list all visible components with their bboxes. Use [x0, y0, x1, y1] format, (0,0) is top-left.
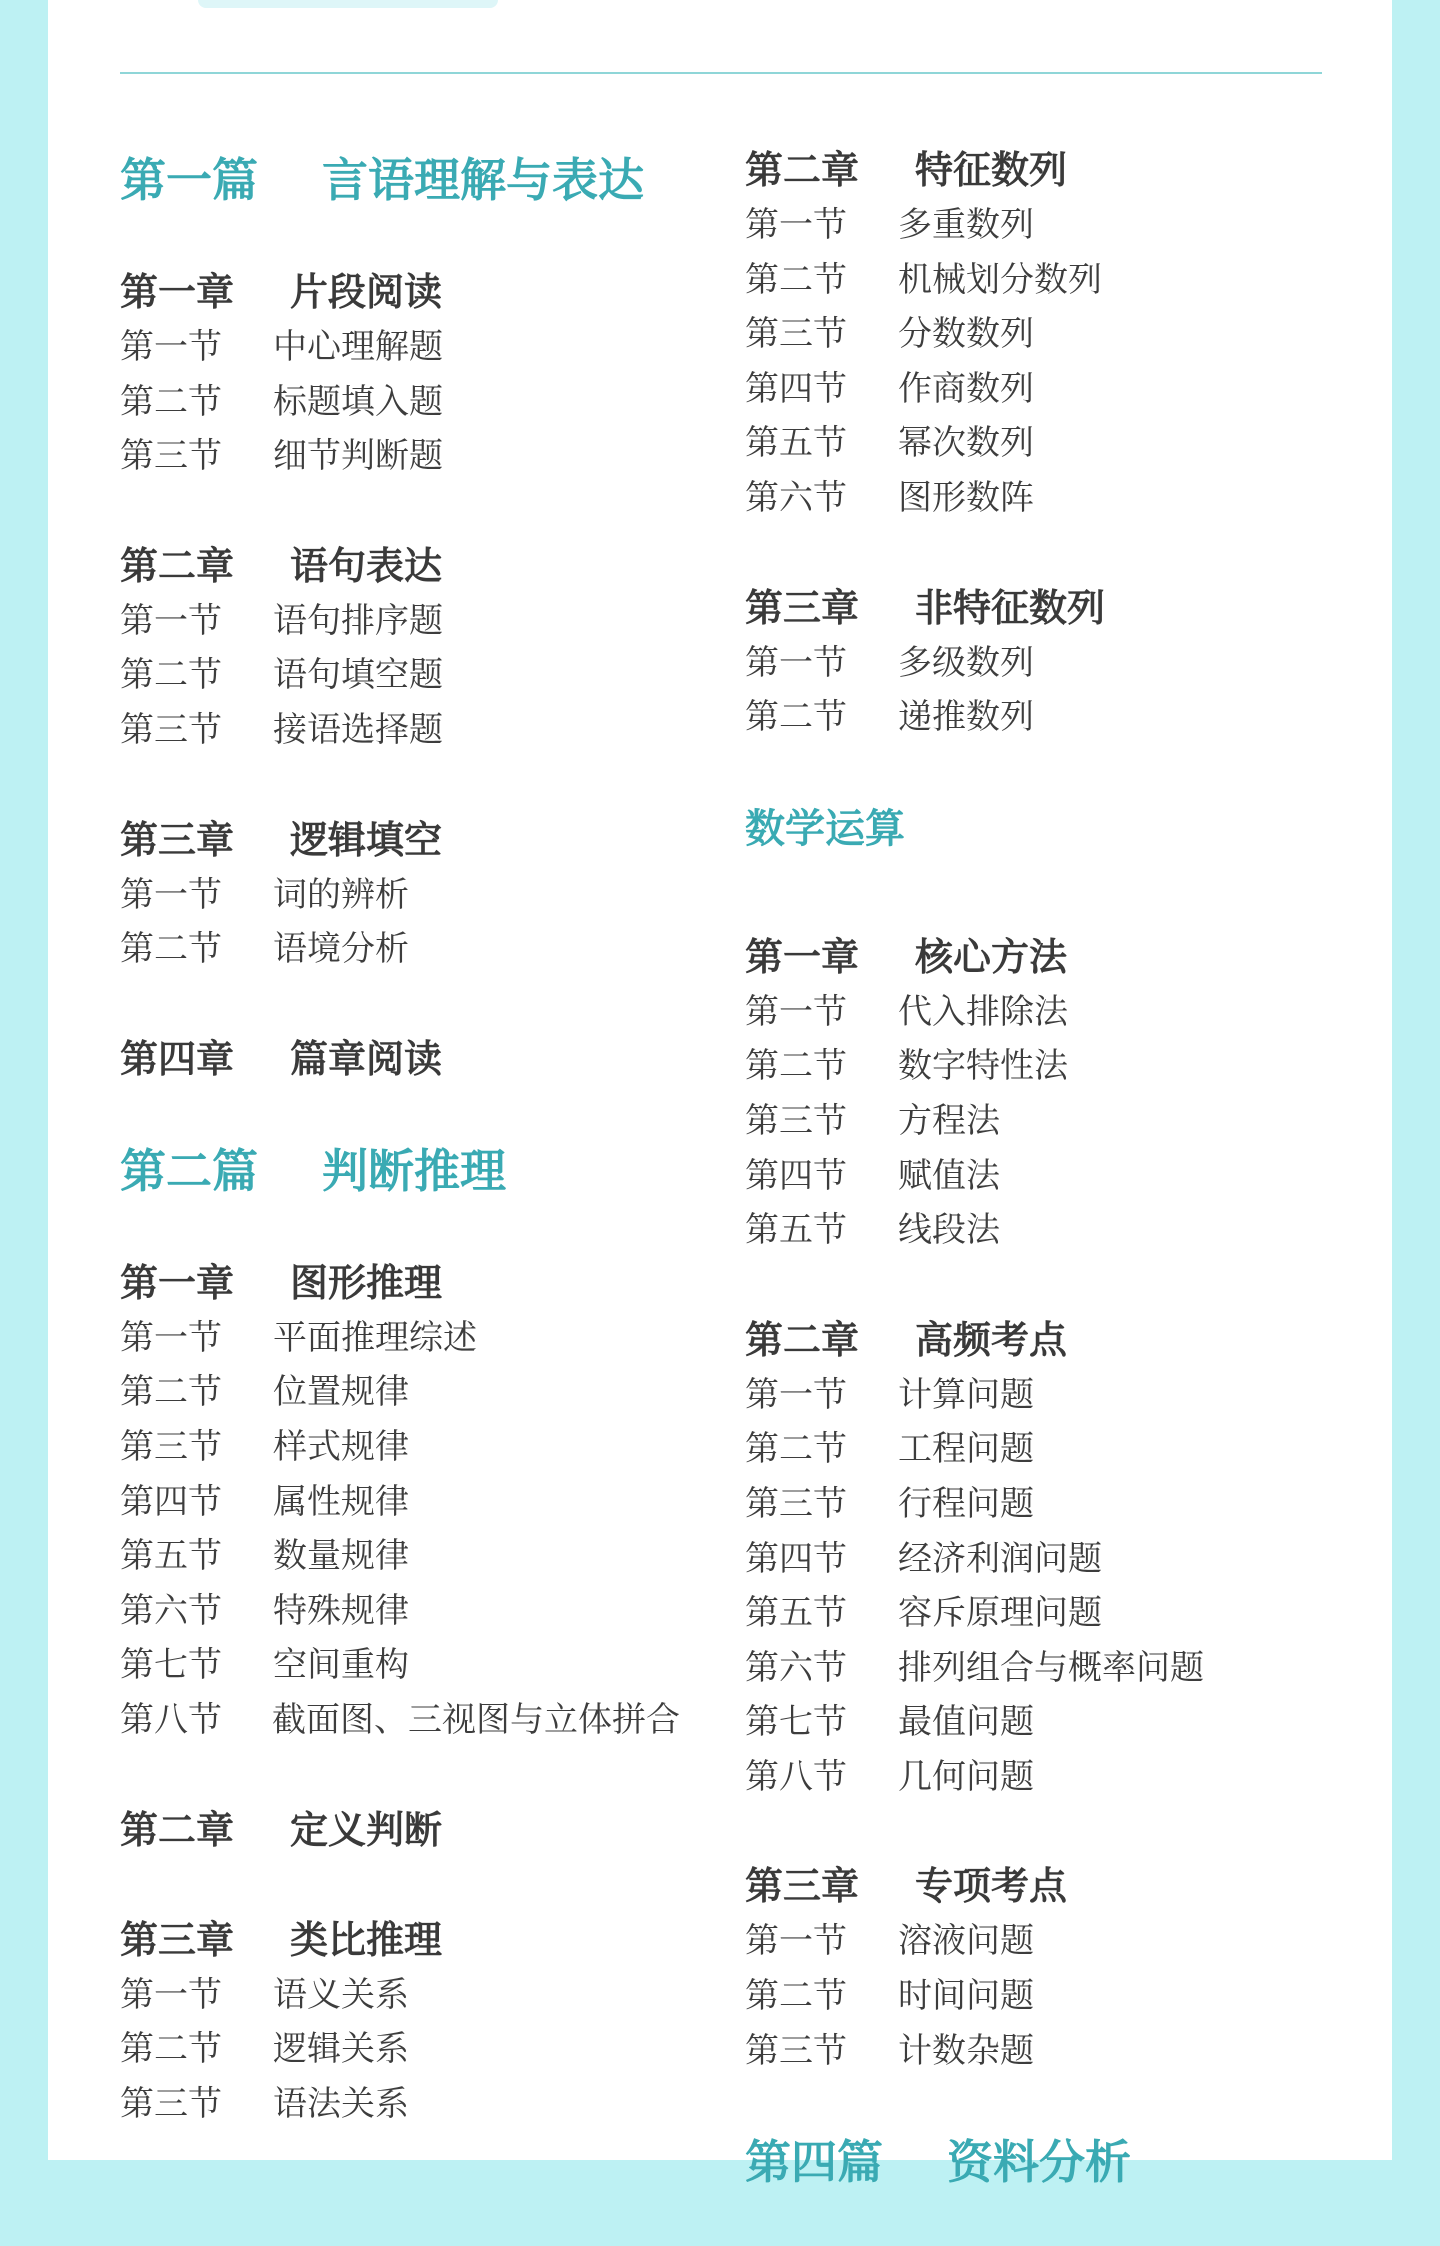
- section-title: 语句排序题: [273, 600, 443, 641]
- section-item: [745, 1039, 1305, 1094]
- chapter-title: 定义判断: [290, 1807, 443, 1852]
- section-number: 第四节: [745, 1538, 847, 1579]
- chapter-block: [745, 580, 1305, 745]
- section-title: 排列组合与概率问题: [898, 1647, 1204, 1688]
- section-number: 第二节: [120, 929, 222, 970]
- section-number: 第一节: [120, 1974, 222, 2015]
- section-item: [120, 1968, 680, 2023]
- section-item: [120, 1638, 680, 1693]
- section-item: [745, 1203, 1305, 1258]
- chapter-block: [745, 1858, 1305, 2078]
- section-title: 数字特性法: [898, 1046, 1068, 1087]
- chapter-block: [745, 929, 1305, 1258]
- section-item: [120, 1584, 680, 1639]
- section-number: 第三节: [120, 2083, 222, 2124]
- section-item: [745, 1149, 1305, 1204]
- section-item: [120, 2022, 680, 2077]
- section-title: 溶液问题: [898, 1921, 1034, 1962]
- section-number: 第二节: [745, 1046, 847, 1087]
- section-title: 样式规律: [273, 1426, 409, 1467]
- header-divider: [120, 72, 1322, 74]
- section-title: 几何问题: [898, 1756, 1034, 1797]
- section-item: [745, 1532, 1305, 1587]
- section-title: 标题填入题: [273, 381, 443, 422]
- chapter-title: 高频考点: [915, 1317, 1068, 1362]
- section-number: 第一节: [745, 205, 847, 245]
- section-item: [745, 307, 1305, 362]
- section-title: 最值问题: [898, 1702, 1034, 1743]
- section-item: [745, 1586, 1305, 1641]
- section-title: 细节判断题: [273, 436, 443, 477]
- section-item: [745, 985, 1305, 1040]
- section-item: [745, 471, 1305, 526]
- part-title: 判断推理: [322, 1143, 506, 1198]
- section-item: [745, 690, 1305, 745]
- chapter-block: [120, 1255, 680, 1748]
- section-number: 第三节: [120, 1426, 222, 1467]
- section-title: 位置规律: [273, 1372, 409, 1413]
- chapter-title: 逻辑填空: [290, 817, 443, 862]
- section-item: [745, 1641, 1305, 1696]
- section-item: [120, 1693, 680, 1748]
- section-number: 第一节: [120, 874, 222, 915]
- chapter-title: 篇章阅读: [290, 1036, 443, 1081]
- chapter-number: 第一章: [745, 934, 860, 979]
- section-number: 第五节: [745, 1210, 847, 1251]
- section-item: [745, 1094, 1305, 1149]
- section-item: [745, 253, 1305, 308]
- chapter-block: [120, 812, 680, 977]
- section-number: 第二节: [745, 1429, 847, 1470]
- section-number: 第六节: [745, 477, 847, 518]
- chapter-number: 第一章: [120, 1260, 235, 1305]
- section-number: 第五节: [745, 423, 847, 464]
- part-number: 第一篇: [120, 153, 258, 207]
- section-title: 工程问题: [898, 1429, 1034, 1470]
- section-number: 第五节: [745, 1593, 847, 1634]
- section-number: 第二节: [120, 655, 222, 696]
- chapter-number: 第二章: [745, 1317, 860, 1362]
- chapter-heading: [745, 580, 1305, 636]
- part-title: 言语理解与表达: [322, 153, 644, 207]
- toc-left-column: [120, 150, 680, 2185]
- chapter-heading: [120, 1912, 680, 1968]
- section-number: 第二节: [120, 2029, 222, 2070]
- section-number: 第一节: [745, 1374, 847, 1415]
- section-title: 分数数列: [898, 314, 1034, 355]
- chapter-heading: [120, 1802, 680, 1858]
- section-number: 第八节: [120, 1699, 222, 1740]
- part-number: 第二篇: [120, 1143, 258, 1198]
- chapter-title: 图形推理: [290, 1260, 443, 1305]
- section-number: 第一节: [120, 600, 222, 641]
- section-number: 第二节: [120, 381, 222, 422]
- section-number: 第二节: [120, 1372, 222, 1413]
- section-title: 中心理解题: [273, 327, 443, 367]
- section-item: [120, 1529, 680, 1584]
- part-number: 第四篇: [745, 2135, 883, 2190]
- section-title: 属性规律: [273, 1481, 409, 1522]
- section-item: [120, 648, 680, 703]
- chapter-number: 第三章: [120, 817, 235, 862]
- section-item: [120, 2077, 680, 2132]
- section-item: [120, 1420, 680, 1475]
- section-title: 代入排除法: [898, 991, 1068, 1032]
- section-number: 第一节: [120, 1317, 222, 1358]
- section-item: [120, 375, 680, 430]
- section-number: 第二节: [745, 1976, 847, 2017]
- chapter-title: 核心方法: [915, 934, 1068, 979]
- section-number: 第三节: [745, 1483, 847, 1524]
- section-item: [120, 429, 680, 484]
- section-number: 第二节: [745, 259, 847, 300]
- section-title: 机械划分数列: [898, 259, 1102, 300]
- section-item: [120, 594, 680, 649]
- section-title: 经济利润问题: [898, 1538, 1102, 1579]
- chapter-number: 第三章: [745, 1864, 860, 1909]
- chapter-heading: [120, 812, 680, 868]
- section-title: 图形数阵: [898, 477, 1034, 518]
- section-item: [120, 703, 680, 758]
- section-number: 第一节: [745, 1921, 847, 1962]
- chapter-title: 非特征数列: [915, 585, 1106, 630]
- section-number: 第四节: [745, 1155, 847, 1196]
- section-number: 第四节: [745, 368, 847, 409]
- section-title: 语义关系: [273, 1974, 409, 2015]
- chapter-title: 片段阅读: [290, 270, 443, 314]
- section-title: 作商数列: [898, 368, 1034, 409]
- section-title: 多级数列: [898, 642, 1034, 683]
- chapter-heading: [745, 929, 1305, 985]
- section-title: 空间重构: [273, 1645, 409, 1686]
- section-title: 赋值法: [898, 1155, 1000, 1196]
- section-number: 第三节: [745, 314, 847, 355]
- chapter-number: 第二章: [745, 148, 860, 192]
- part-heading: [745, 2132, 1305, 2192]
- section-item: [745, 2024, 1305, 2079]
- section-number: 第七节: [120, 1645, 222, 1686]
- section-title: 多重数列: [898, 205, 1034, 245]
- chapter-block: [120, 264, 680, 484]
- section-item: [745, 1750, 1305, 1805]
- section-item: [120, 1475, 680, 1530]
- section-item: [745, 1477, 1305, 1532]
- section-number: 第七节: [745, 1702, 847, 1743]
- section-number: 第三节: [120, 709, 222, 750]
- section-title: 语境分析: [273, 929, 409, 970]
- chapter-heading: [745, 142, 1305, 198]
- toc-page: [48, 0, 1392, 2190]
- part-title: 资料分析: [947, 2135, 1131, 2190]
- section-title: 方程法: [898, 1100, 1000, 1141]
- part-heading: [745, 799, 1305, 859]
- section-number: 第四节: [120, 1481, 222, 1522]
- section-number: 第一节: [745, 991, 847, 1032]
- section-title: 数量规律: [273, 1536, 409, 1577]
- section-title: 递推数列: [898, 697, 1034, 738]
- section-item: [745, 1914, 1305, 1969]
- section-number: 第二节: [745, 697, 847, 738]
- section-title: 幂次数列: [898, 423, 1034, 464]
- section-number: 第六节: [120, 1590, 222, 1631]
- chapter-heading: [745, 1312, 1305, 1368]
- section-number: 第八节: [745, 1756, 847, 1797]
- chapter-heading: [120, 264, 680, 320]
- section-item: [745, 1368, 1305, 1423]
- section-title: 时间问题: [898, 1976, 1034, 2017]
- section-item: [120, 320, 680, 375]
- part-title: 数学运算: [745, 805, 905, 852]
- section-number: 第一节: [745, 642, 847, 683]
- chapter-block: [745, 1312, 1305, 1805]
- section-item: [120, 1365, 680, 1420]
- section-item: [745, 416, 1305, 471]
- chapter-number: 第二章: [120, 1807, 235, 1852]
- section-item: [120, 922, 680, 977]
- section-title: 线段法: [898, 1210, 1000, 1251]
- section-title: 语法关系: [273, 2083, 409, 2124]
- chapter-block: [120, 1802, 680, 1858]
- section-item: [120, 1311, 680, 1366]
- chapter-number: 第一章: [120, 270, 235, 314]
- chapter-title: 语句表达: [290, 543, 443, 588]
- section-title: 语句填空题: [273, 655, 443, 696]
- chapter-title: 特征数列: [915, 148, 1068, 192]
- chapter-number: 第三章: [745, 585, 860, 630]
- section-item: [745, 1969, 1305, 2024]
- section-title: 计算问题: [898, 1374, 1034, 1415]
- chapter-number: 第二章: [120, 543, 235, 588]
- chapter-number: 第四章: [120, 1036, 235, 1081]
- section-title: 平面推理综述: [273, 1317, 477, 1358]
- chapter-block: [120, 1912, 680, 2132]
- section-number: 第三节: [120, 436, 222, 477]
- section-title: 接语选择题: [273, 709, 443, 750]
- chapter-title: 类比推理: [290, 1917, 443, 1962]
- section-title: 截面图、三视图与立体拼合: [272, 1699, 680, 1740]
- section-number: 第三节: [745, 2030, 847, 2071]
- chapter-block: [745, 142, 1305, 526]
- toc-right-column: [745, 142, 1305, 2246]
- chapter-heading: [120, 538, 680, 594]
- section-item: [745, 198, 1305, 253]
- chapter-block: [120, 1031, 680, 1087]
- section-number: 第三节: [745, 1100, 847, 1141]
- part-heading: [120, 1141, 680, 1201]
- section-number: 第五节: [120, 1536, 222, 1577]
- chapter-number: 第三章: [120, 1917, 235, 1962]
- section-item: [745, 636, 1305, 691]
- section-item: [120, 868, 680, 923]
- chapter-block: [120, 538, 680, 758]
- section-title: 计数杂题: [898, 2030, 1034, 2071]
- section-title: 行程问题: [898, 1483, 1034, 1524]
- section-title: 特殊规律: [273, 1590, 409, 1631]
- section-item: [745, 362, 1305, 417]
- chapter-heading: [120, 1255, 680, 1311]
- chapter-title: 专项考点: [915, 1864, 1068, 1909]
- section-item: [745, 1695, 1305, 1750]
- part-heading: [120, 150, 680, 210]
- chapter-heading: [120, 1031, 680, 1087]
- section-title: 词的辨析: [273, 874, 409, 915]
- section-item: [745, 1422, 1305, 1477]
- section-number: 第一节: [120, 327, 222, 367]
- section-title: 逻辑关系: [273, 2029, 409, 2070]
- chapter-heading: [745, 1858, 1305, 1914]
- section-number: 第六节: [745, 1647, 847, 1688]
- section-title: 容斥原理问题: [898, 1593, 1102, 1634]
- top-decoration: [198, 0, 498, 8]
